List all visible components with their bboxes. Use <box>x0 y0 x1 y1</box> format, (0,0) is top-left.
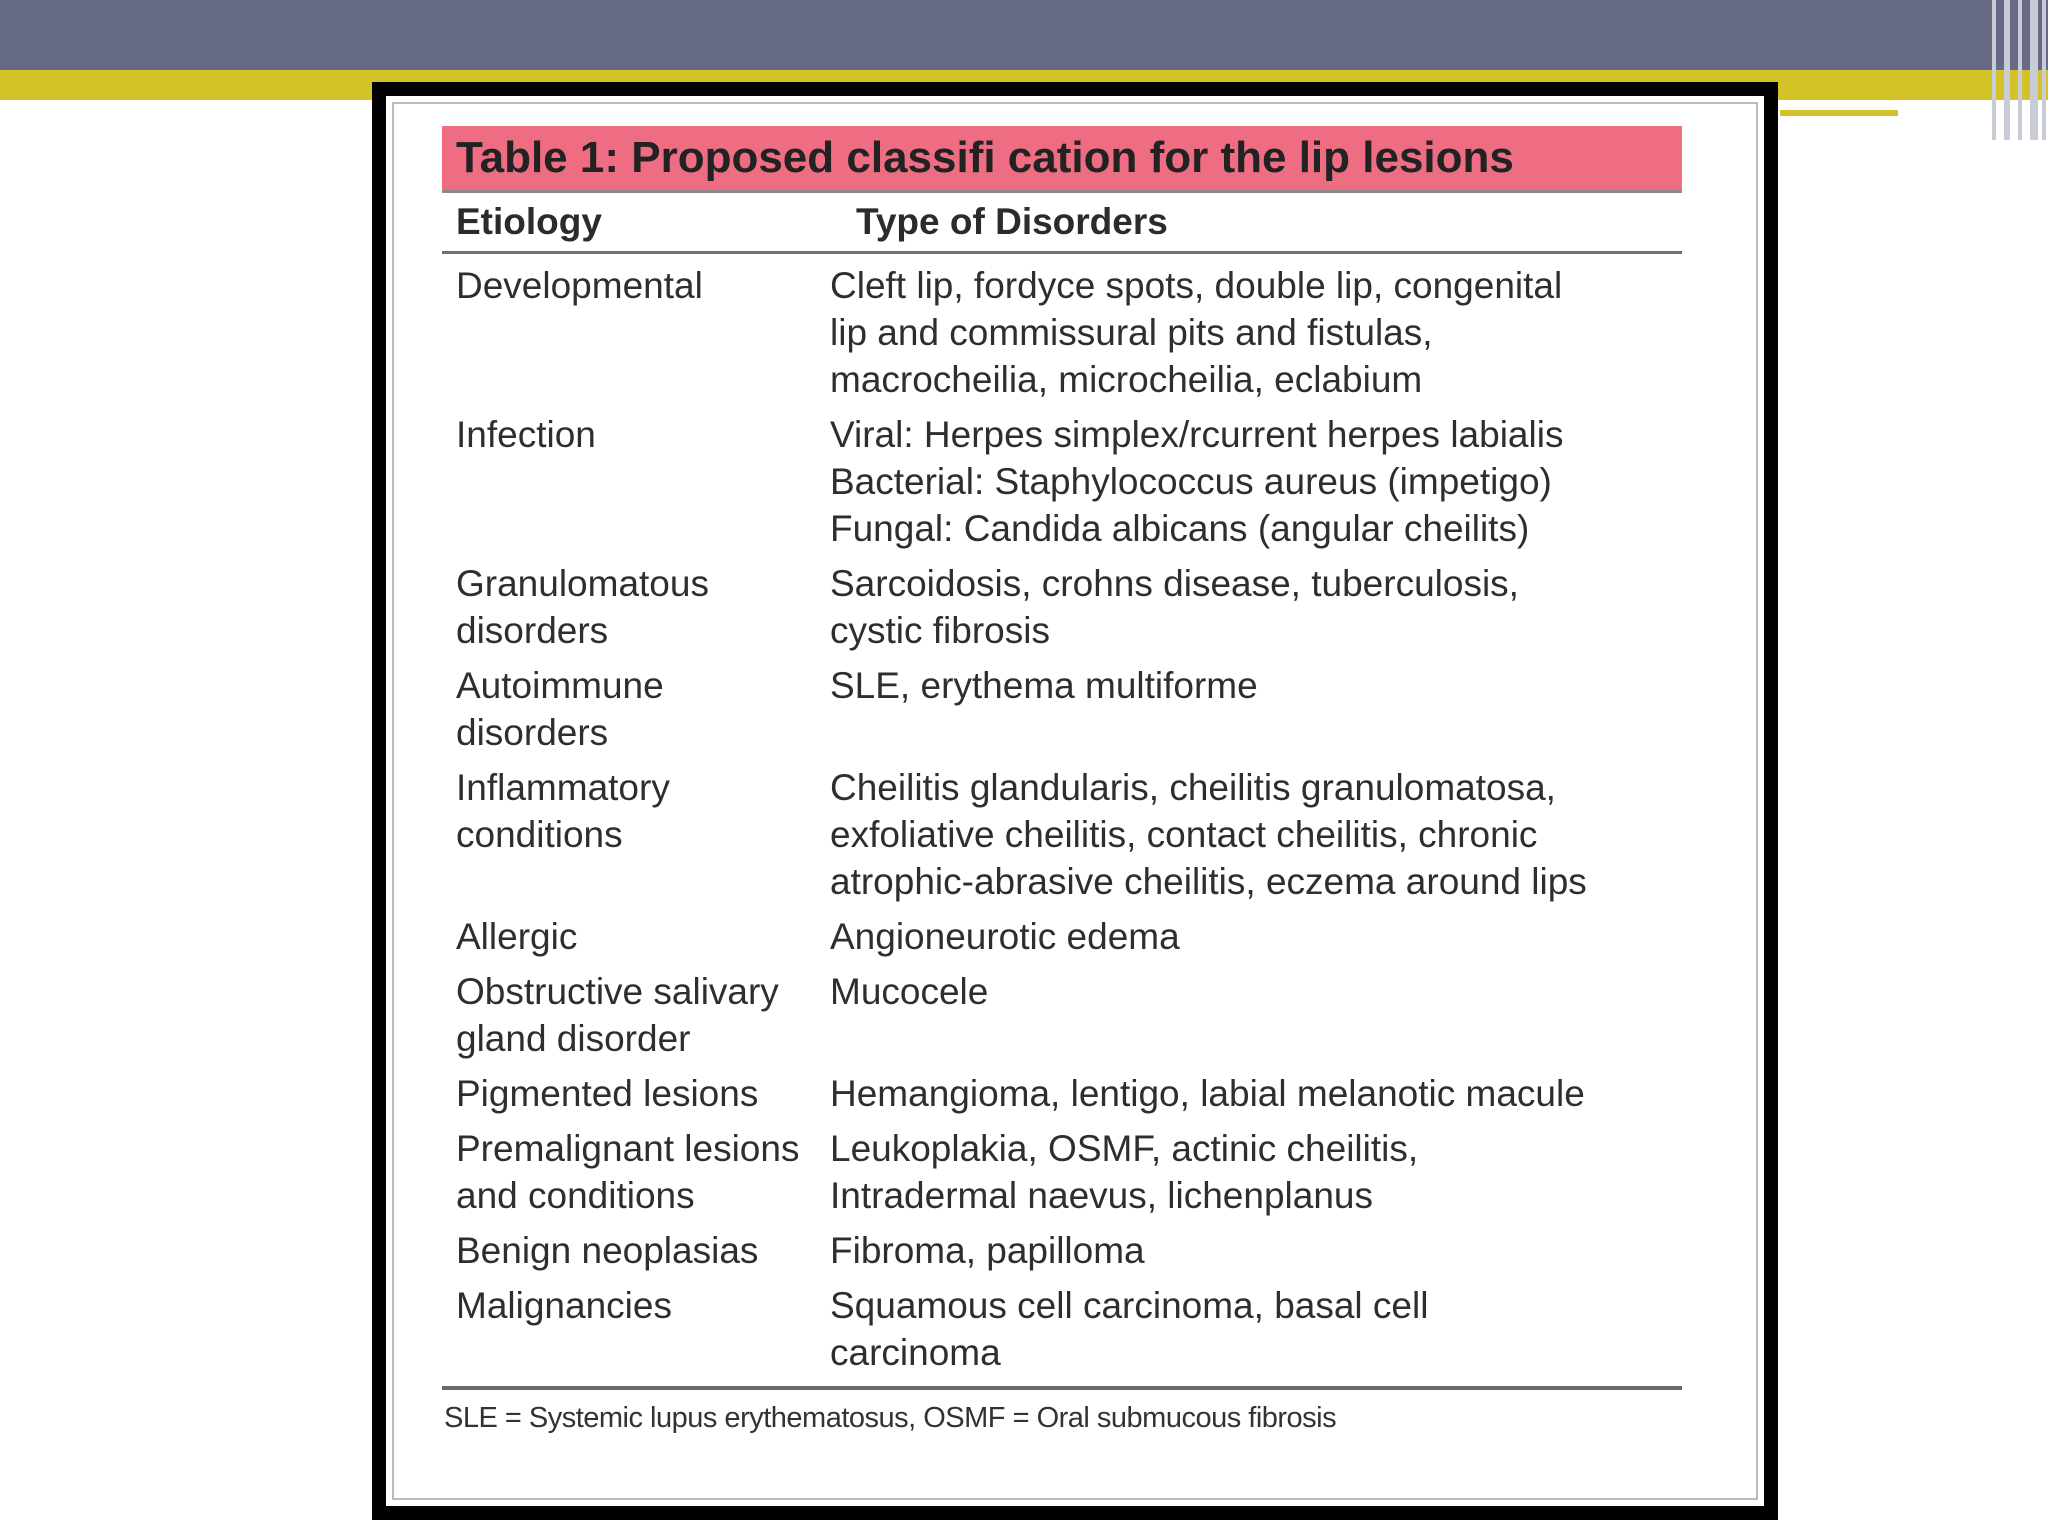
disorders-cell: Angioneurotic edema <box>830 916 1180 957</box>
disorders-cell: Sarcoidosis, crohns disease, tuberculosis, cystic fibrosis <box>830 563 1519 651</box>
slide-accent-line <box>1780 110 1898 116</box>
table-body <box>442 262 1682 1376</box>
table-row <box>442 913 1682 960</box>
etiology-cell: Malignancies <box>456 1285 672 1326</box>
table-image-frame <box>372 82 1778 1520</box>
slide-corner-stripes <box>1988 0 2048 140</box>
etiology-cell: Inflammatory conditions <box>456 767 670 855</box>
disorders-cell: Viral: Herpes simplex/rcurrent herpes labialis Bacterial: Staphylococcus aureus (impetigo) Fungal: Candida albicans (angular cheilits) <box>830 414 1564 549</box>
etiology-cell: Autoimmune disorders <box>456 665 664 753</box>
disorders-cell: Hemangioma, lentigo, labial melanotic macule <box>830 1073 1585 1114</box>
table-footnote: SLE = Systemic lupus erythematosus, OSMF = Oral submucous fibrosis <box>444 1402 1337 1434</box>
etiology-cell: Allergic <box>456 916 578 957</box>
table-row <box>442 560 1682 654</box>
disorders-cell: Fibroma, papilloma <box>830 1230 1145 1271</box>
header-type-of-disorders: Type of Disorders <box>856 201 1168 242</box>
table-row <box>442 1125 1682 1219</box>
table-row <box>442 411 1682 552</box>
table-row <box>442 262 1682 403</box>
etiology-cell: Developmental <box>456 265 703 306</box>
etiology-cell: Obstructive salivary gland disorder <box>456 971 779 1059</box>
slide-header-bar <box>0 0 2048 70</box>
table-row <box>442 662 1682 756</box>
disorders-cell: SLE, erythema multiforme <box>830 665 1258 706</box>
disorders-cell: Squamous cell carcinoma, basal cell carcinoma <box>830 1285 1429 1373</box>
table-row <box>442 1282 1682 1376</box>
table-caption: Table 1: Proposed classifi cation for the lip lesions <box>442 126 1682 193</box>
disorders-cell: Cheilitis glandularis, cheilitis granulomatosa, exfoliative cheilitis, contact cheilitis, chronic atrophic-abrasive cheilitis, eczema around lips <box>830 767 1587 902</box>
classification-table <box>442 126 1682 1446</box>
table-image <box>382 92 1768 1510</box>
table-row <box>442 1227 1682 1274</box>
disorders-cell: Leukoplakia, OSMF, actinic cheilitis, Intradermal naevus, lichenplanus <box>830 1128 1419 1216</box>
etiology-cell: Premalignant lesions and conditions <box>456 1128 800 1216</box>
table-row <box>442 968 1682 1062</box>
etiology-cell: Benign neoplasias <box>456 1230 759 1271</box>
disorders-cell: Cleft lip, fordyce spots, double lip, congenital lip and commissural pits and fistulas, macrocheilia, microcheilia, eclabium <box>830 265 1563 400</box>
header-etiology: Etiology <box>456 201 602 242</box>
etiology-cell: Infection <box>456 414 596 455</box>
disorders-cell: Mucocele <box>830 971 989 1012</box>
table-header-row <box>442 193 1682 254</box>
etiology-cell: Pigmented lesions <box>456 1073 759 1114</box>
table-row <box>442 764 1682 905</box>
table-row <box>442 1070 1682 1117</box>
etiology-cell: Granulomatous disorders <box>456 563 709 651</box>
